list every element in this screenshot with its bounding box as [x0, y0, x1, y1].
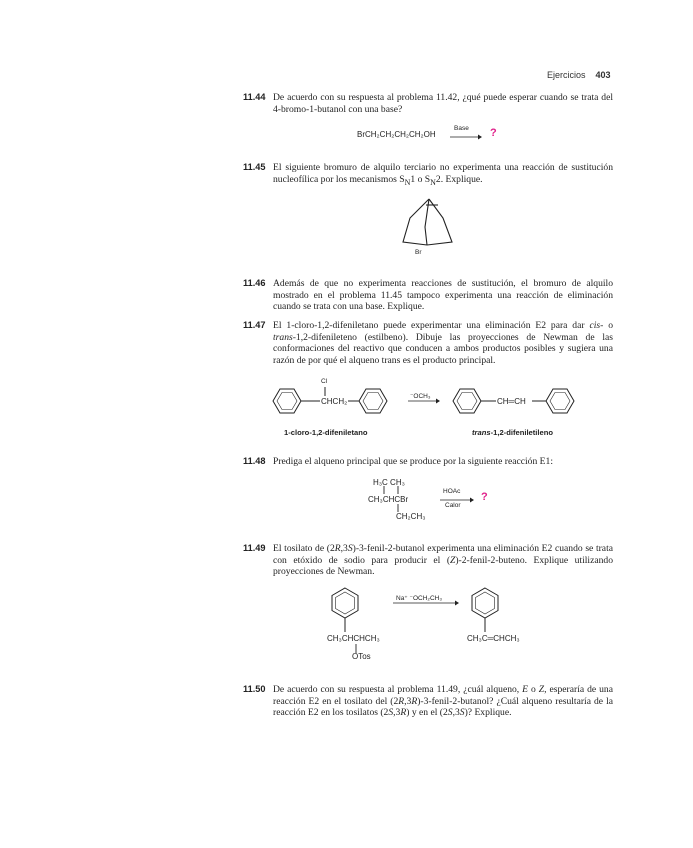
problem-number: 11.47	[243, 320, 266, 330]
reaction-arrow	[450, 134, 482, 140]
product-alkene: CH═CH	[497, 397, 526, 406]
problem-text: El tosilato de (2R,3S)-3-fenil-2-butanol experimenta una eliminación E2 cuando se trata con etóxido de sodio para producir el (Z)-2-fenil-2-buteno. Explique utilizando proyecciones de Newman.	[273, 543, 613, 578]
substituent-methyls: H₃C CH₃	[373, 478, 405, 487]
problem-text: Además de que no experimenta reacciones de sustitución, el bromuro de alquilo mostrado en el problema 11.45 tampoco experimenta una reacción de eliminación cuando se trata con una base. Explique.	[273, 278, 613, 313]
problem-number: 11.44	[243, 92, 266, 102]
unknown-product-mark: ?	[490, 127, 497, 139]
reactant-chain: CHCH₂	[321, 397, 348, 406]
reagent-ethoxide: Na⁺ ⁻OCH₂CH₃	[396, 595, 442, 602]
caption-product: trans-1,2-difeniletileno	[472, 428, 554, 437]
problem-11-49	[243, 543, 613, 578]
page-header	[547, 70, 611, 80]
product-chain: CH₃C═CHCH₃	[467, 634, 520, 643]
chlorine-label: Cl	[321, 378, 328, 385]
reagent-base: Base	[454, 125, 469, 132]
reagent-heat: Calor	[445, 502, 461, 509]
problem-text: El 1-cloro-1,2-difeniletano puede experimentar una eliminación E2 para dar cis- o trans-1,2-difenileteno (estilbeno). Dibuje las proyecciones de Newman de las conformaciones del reactivo que conducen a ambos productos posibles y sugiera una razón de por qué el alqueno trans es el producto principal.	[273, 320, 613, 366]
problem-11-48	[243, 456, 613, 468]
problem-number: 11.49	[243, 543, 266, 553]
header-section: Ejercicios	[547, 70, 586, 80]
problem-11-47	[243, 320, 613, 366]
substrate-bonds	[380, 486, 420, 516]
problem-11-46	[243, 278, 613, 313]
substituent-ethyl: CH₂CH₃	[396, 512, 426, 521]
reagent-hoac: HOAc	[443, 488, 461, 495]
problem-11-50	[243, 684, 613, 719]
reactant-bromobutanol: BrCH₂CH₂CH₂CH₂OH	[357, 130, 436, 139]
reagent-methoxide: ⁻OCH₃	[410, 393, 431, 400]
problem-text: De acuerdo con su respuesta al problema 11.42, ¿qué puede esperar cuando se trata del 4-bromo-1-butanol con una base?	[273, 92, 613, 115]
problem-number: 11.46	[243, 278, 266, 288]
problem-text: El siguiente bromuro de alquilo terciario no experimenta una reacción de sustitución nucleofílica por los mecanismos $S_N1$ o $S_N2$. Explique.	[273, 162, 613, 187]
problem-number: 11.50	[243, 684, 266, 694]
problem-text: De acuerdo con su respuesta al problema 11.49, ¿cuál alqueno, E o Z, esperaría de una reacción E2 en el tosilato del (2R,3R)-3-fenil-2-butanol? ¿Cuál alqueno resultaría de la reacción E2 en los tosilatos (2S,3R) y en el (2S,3S)? Explique.	[273, 684, 613, 719]
unknown-product-mark: ?	[481, 491, 488, 503]
problem-number: 11.45	[243, 162, 266, 172]
problem-11-44	[243, 92, 613, 115]
bicyclic-bromide-structure	[395, 193, 465, 255]
problem-11-45	[243, 162, 613, 188]
problem-text: Prediga el alqueno principal que se produce por la siguiente reacción E1:	[273, 456, 553, 467]
page-number: 403	[595, 70, 611, 80]
bromine-label: Br	[415, 249, 422, 256]
problem-number: 11.48	[243, 456, 266, 466]
substrate-main-chain: CH₃CHCBr	[368, 495, 409, 504]
reactant-chain: CH₃CHCHCH₃	[327, 634, 380, 643]
tosylate-group: OTos	[352, 652, 371, 661]
caption-reactant: 1-cloro-1,2-difeniletano	[284, 428, 368, 437]
